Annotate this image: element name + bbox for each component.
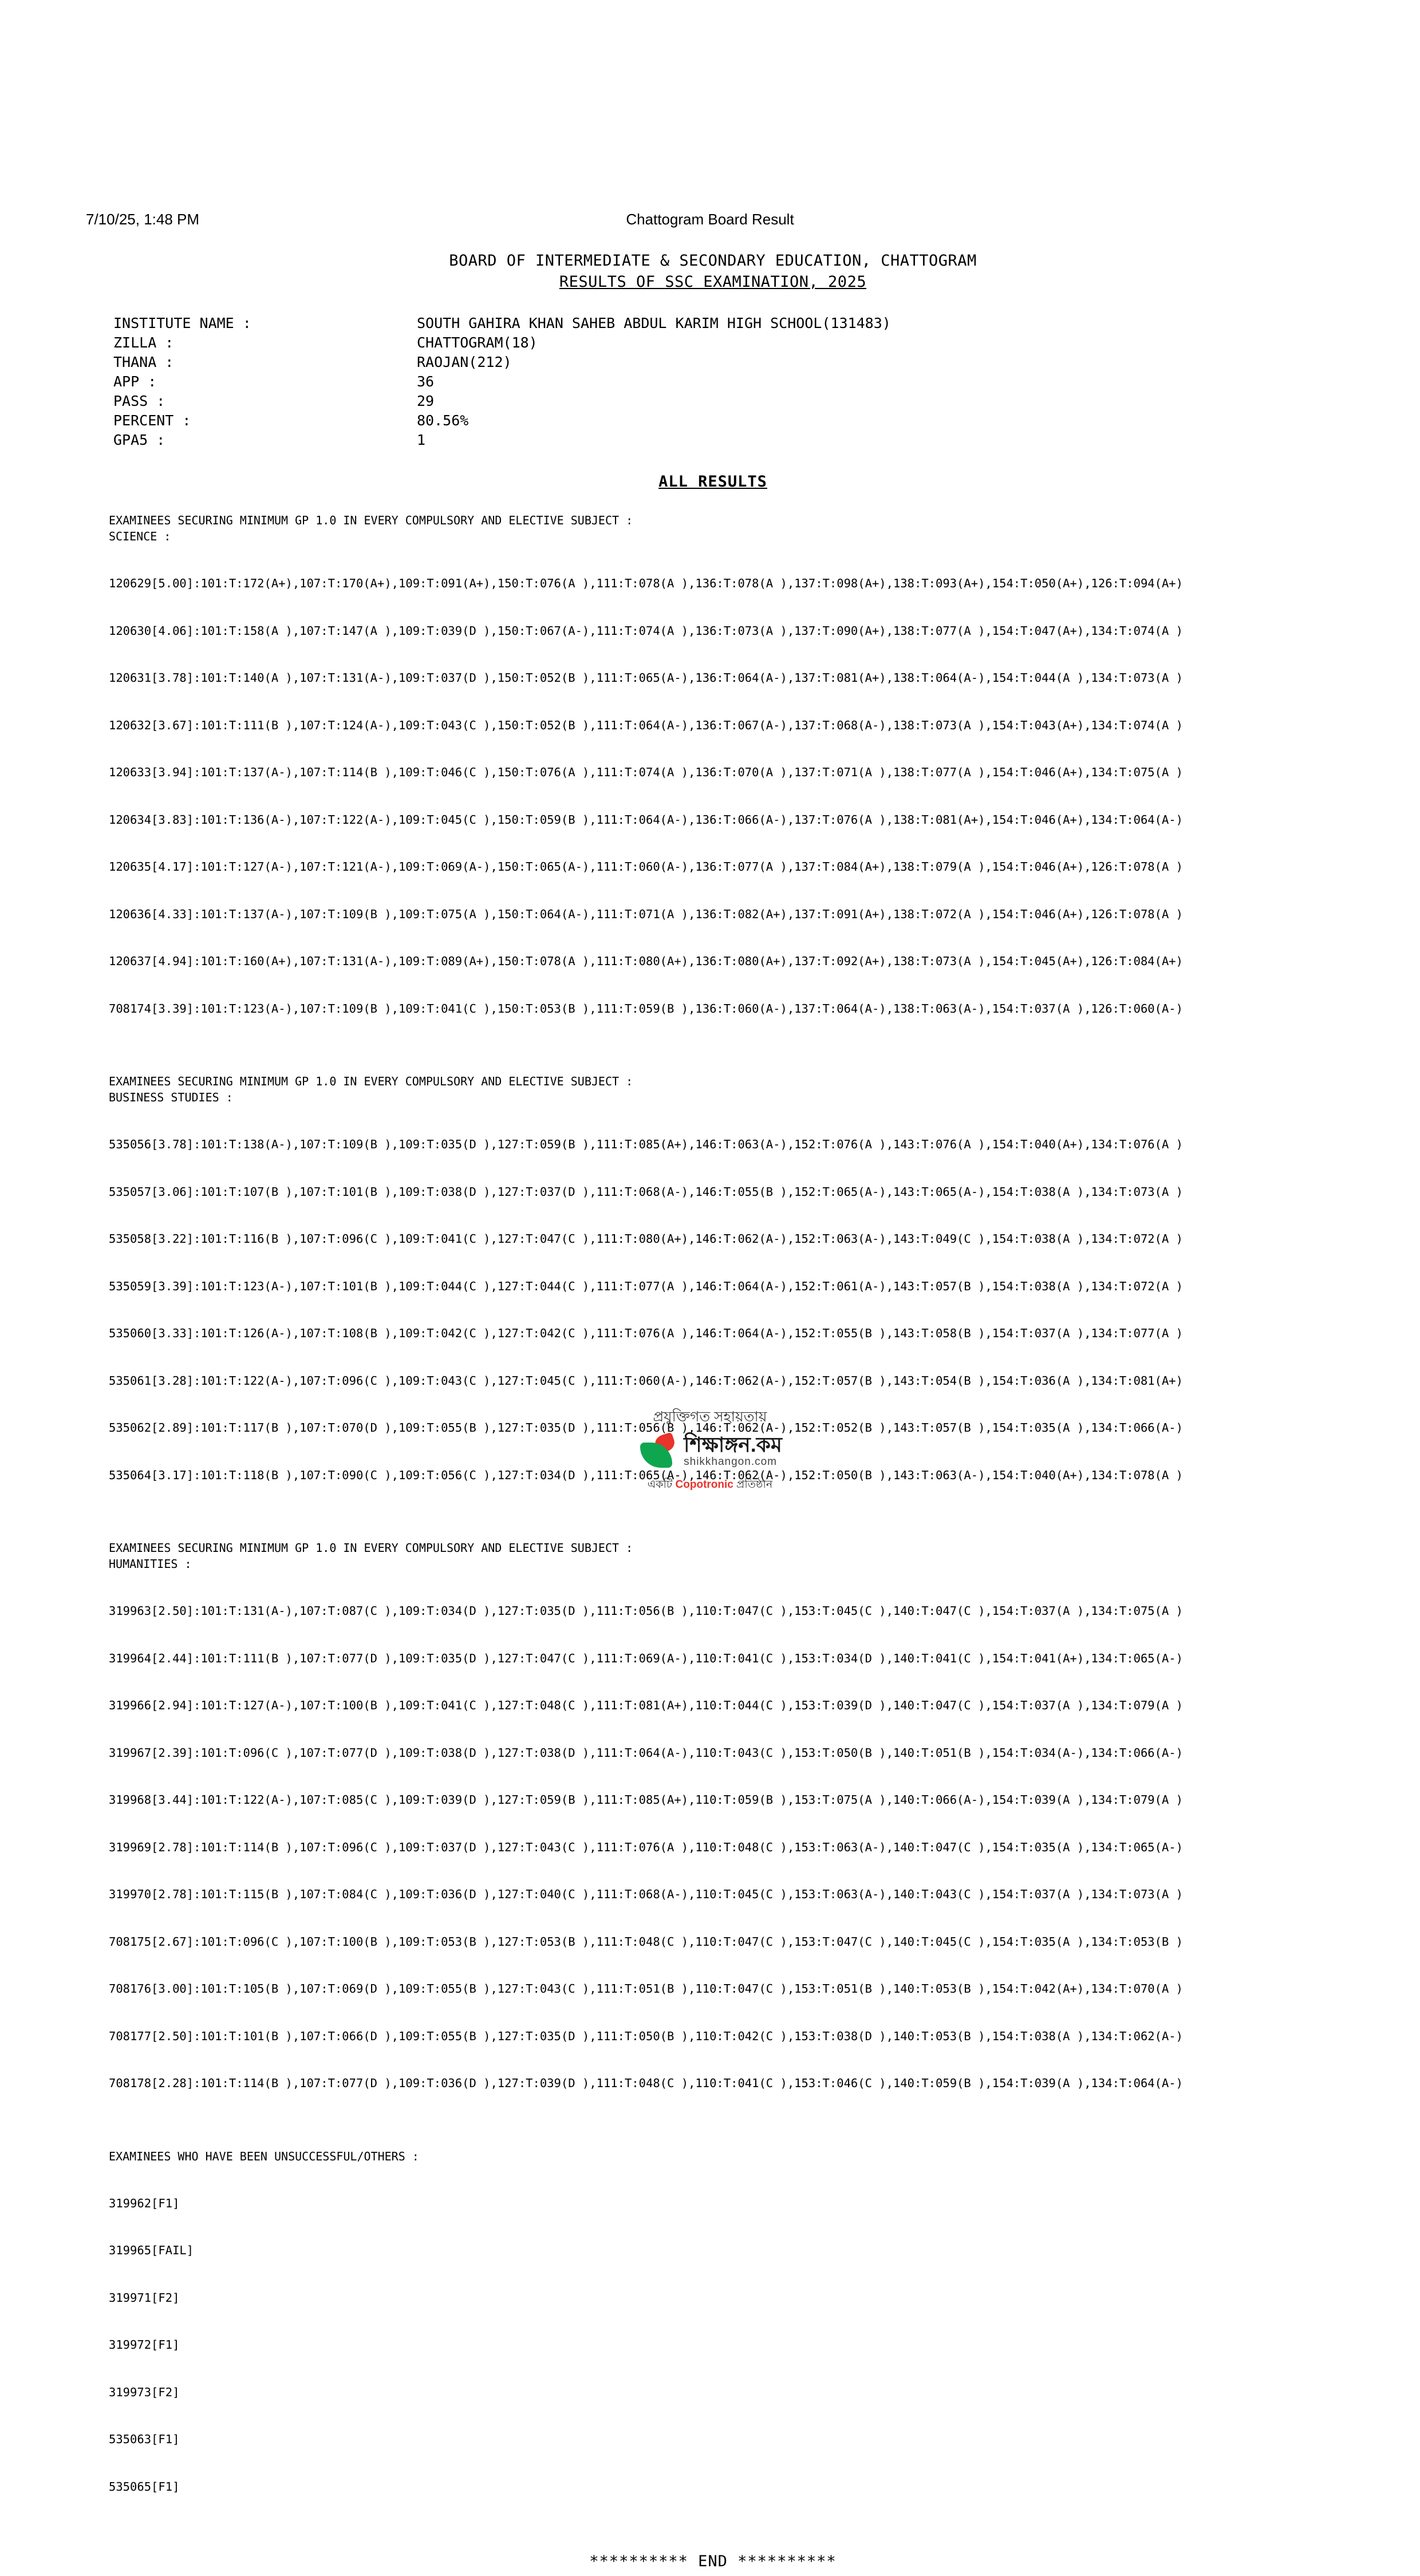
thana-value: RAOJAN(212) xyxy=(417,354,512,370)
exam-result-title: RESULTS OF SSC EXAMINATION, 2025 xyxy=(559,273,867,291)
result-row: 319970[2.78]:101:T:115(B ),107:T:084(C ),109:T:036(D ),127:T:040(C ),111:T:068(A-),110:T:045(C ),153:T:063(A-),140:T:043(C ),154:T:037(A ),134:T:073(A ) xyxy=(109,1887,1183,1901)
pass-value: 29 xyxy=(417,393,435,409)
section-heading: EXAMINEES SECURING MINIMUM GP 1.0 IN EVERY COMPULSORY AND ELECTIVE SUBJECT : xyxy=(109,1074,633,1088)
result-row: 319973[F2] xyxy=(109,2385,180,2399)
print-page-title: Chattogram Board Result xyxy=(626,211,794,228)
result-row: 120632[3.67]:101:T:111(B ),107:T:124(A-),109:T:043(C ),150:T:052(B ),111:T:064(A-),136:T:067(A-),137:T:068(A-),138:T:073(A ),154:T:043(A+),134:T:074(A ) xyxy=(109,718,1183,732)
gpa5-value: 1 xyxy=(417,432,426,448)
info-row-pass xyxy=(113,392,1317,411)
institute-label: INSTITUTE NAME : xyxy=(113,315,251,331)
info-row-gpa5 xyxy=(113,430,1317,450)
result-row: 319972[F1] xyxy=(109,2338,180,2352)
section-group-label: HUMANITIES : xyxy=(109,1557,192,1571)
section-unsuccessful xyxy=(109,2148,1317,2527)
result-row: 319963[2.50]:101:T:131(A-),107:T:087(C ),109:T:034(D ),127:T:035(D ),111:T:056(B ),110:T:047(C ),153:T:045(C ),140:T:047(C ),154:T:037(A ),134:T:075(A ) xyxy=(109,1604,1183,1618)
footer-company-line xyxy=(0,1476,1420,1495)
result-row: 535061[3.28]:101:T:122(A-),107:T:096(C ),109:T:043(C ),127:T:045(C ),111:T:060(A-),146:T:062(A-),152:T:057(B ),143:T:054(B ),154:T:036(A ),134:T:081(A+) xyxy=(109,1373,1183,1388)
result-rows xyxy=(109,544,1317,1048)
result-row: 120636[4.33]:101:T:137(A-),107:T:109(B ),109:T:075(A ),150:T:064(A-),111:T:071(A ),136:T:082(A+),137:T:091(A+),138:T:072(A ),154:T:046(A+),126:T:078(A ) xyxy=(109,907,1183,921)
result-row: 120637[4.94]:101:T:160(A+),107:T:131(A-),109:T:089(A+),150:T:078(A ),111:T:080(A+),136:T:080(A+),137:T:092(A+),138:T:073(A ),154:T:045(A+),126:T:084(A+) xyxy=(109,954,1183,968)
result-row: 319962[F1] xyxy=(109,2196,180,2210)
footer-sub-suffix: প্রতিষ্ঠান xyxy=(733,1479,773,1491)
section-group-label: SCIENCE : xyxy=(109,530,171,543)
result-row: 319965[FAIL] xyxy=(109,2243,194,2257)
leaf-logo-icon xyxy=(638,1433,678,1469)
section-group-label: BUSINESS STUDIES : xyxy=(109,1091,233,1104)
result-row: 319967[2.39]:101:T:096(C ),107:T:077(D ),109:T:038(D ),127:T:038(D ),111:T:064(A-),110:T:043(C ),153:T:050(B ),140:T:051(B ),154:T:034(A-),134:T:066(A-) xyxy=(109,1745,1183,1760)
result-row: 319971[F2] xyxy=(109,2290,180,2305)
result-row: 535057[3.06]:101:T:107(B ),107:T:101(B ),109:T:038(D ),127:T:037(D ),111:T:068(A-),146:T:055(B ),152:T:065(A-),143:T:065(A-),154:T:038(A ),134:T:073(A ) xyxy=(109,1184,1183,1199)
app-label: APP : xyxy=(113,373,157,390)
result-row: 319969[2.78]:101:T:114(B ),107:T:096(C ),109:T:037(D ),127:T:043(C ),111:T:076(A ),110:T:048(C ),153:T:063(A-),140:T:047(C ),154:T:035(A ),134:T:065(A-) xyxy=(109,1840,1183,1854)
percent-label: PERCENT : xyxy=(113,412,191,429)
pass-label: PASS : xyxy=(113,393,165,409)
result-row: 535063[F1] xyxy=(109,2432,180,2446)
unsuccessful-rows xyxy=(109,2164,1317,2527)
footer-credit xyxy=(0,1405,1420,1495)
result-row: 120631[3.78]:101:T:140(A ),107:T:131(A-),109:T:037(D ),150:T:052(B ),111:T:065(A-),136:T:064(A-),137:T:081(A+),138:T:064(A-),154:T:044(A ),134:T:073(A ) xyxy=(109,671,1183,685)
result-row: 708178[2.28]:101:T:114(B ),107:T:077(D ),109:T:036(D ),127:T:039(D ),111:T:048(C ),110:T:041(C ),153:T:046(C ),140:T:059(B ),154:T:039(A ),134:T:064(A-) xyxy=(109,2076,1183,2090)
info-row-zilla xyxy=(113,333,1317,353)
app-value: 36 xyxy=(417,373,435,390)
result-row: 535060[3.33]:101:T:126(A-),107:T:108(B ),109:T:042(C ),127:T:042(C ),111:T:076(A ),146:T:064(A-),152:T:055(B ),143:T:058(B ),154:T:037(A ),134:T:077(A ) xyxy=(109,1326,1183,1340)
result-row: 319966[2.94]:101:T:127(A-),107:T:100(B ),109:T:041(C ),127:T:048(C ),111:T:081(A+),110:T:044(C ),153:T:039(D ),140:T:047(C ),154:T:037(A ),134:T:079(A ) xyxy=(109,1698,1183,1712)
result-row: 120629[5.00]:101:T:172(A+),107:T:170(A+),109:T:091(A+),150:T:076(A ),111:T:078(A ),136:T:078(A ),137:T:098(A+),138:T:093(A+),154:T:050(A+),126:T:094(A+) xyxy=(109,576,1183,590)
result-row: 535062[2.89]:101:T:117(B ),107:T:070(D ),109:T:055(B ),127:T:035(D ),111:T:056(B ),146:T:062(A-),152:T:052(B ),143:T:057(B ),154:T:035(A ),134:T:066(A-) xyxy=(109,1421,1183,1435)
result-row: 120630[4.06]:101:T:158(A ),107:T:147(A ),109:T:039(D ),150:T:067(A-),111:T:074(A ),136:T:073(A ),137:T:090(A+),138:T:077(A ),154:T:047(A+),134:T:074(A ) xyxy=(109,623,1183,638)
footer-sub-prefix: একটি xyxy=(647,1479,676,1491)
result-row: 535058[3.22]:101:T:116(B ),107:T:096(C ),109:T:041(C ),127:T:047(C ),111:T:080(A+),146:T:062(A-),152:T:063(A-),143:T:049(C ),154:T:038(A ),134:T:072(A ) xyxy=(109,1232,1183,1246)
result-rows xyxy=(109,1572,1317,2123)
result-row: 708176[3.00]:101:T:105(B ),107:T:069(D ),109:T:055(B ),127:T:043(C ),111:T:051(B ),110:T:047(C ),153:T:051(B ),140:T:053(B ),154:T:042(A+),134:T:070(A ) xyxy=(109,1982,1183,1996)
zilla-label: ZILLA : xyxy=(113,334,174,351)
section-science xyxy=(109,512,1317,1048)
result-row: 120634[3.83]:101:T:136(A-),107:T:122(A-),109:T:045(C ),150:T:059(B ),111:T:064(A-),136:T:066(A-),137:T:076(A ),138:T:081(A+),154:T:046(A+),134:T:064(A-) xyxy=(109,812,1183,827)
info-row-institute xyxy=(113,314,1317,333)
board-name: BOARD OF INTERMEDIATE & SECONDARY EDUCATION, CHATTOGRAM xyxy=(449,252,977,270)
result-row: 708174[3.39]:101:T:123(A-),107:T:109(B ),109:T:041(C ),150:T:053(B ),111:T:059(B ),136:T:060(A-),137:T:064(A-),138:T:063(A-),154:T:037(A ),126:T:060(A-) xyxy=(109,1001,1183,1016)
result-row: 319968[3.44]:101:T:122(A-),107:T:085(C ),109:T:039(D ),127:T:059(B ),111:T:085(A+),110:T:059(B ),153:T:075(A ),140:T:066(A-),154:T:039(A ),134:T:079(A ) xyxy=(109,1793,1183,1807)
print-header xyxy=(86,211,1334,228)
result-row: 535064[3.17]:101:T:118(B ),107:T:090(C ),109:T:056(C ),127:T:034(D ),111:T:065(A-),146:T:062(A-),152:T:050(B ),143:T:063(A-),154:T:040(A+),134:T:078(A ) xyxy=(109,1468,1183,1482)
percent-value: 80.56% xyxy=(417,412,469,429)
info-row-app xyxy=(113,372,1317,392)
info-row-percent xyxy=(113,411,1317,430)
section-heading: EXAMINEES WHO HAVE BEEN UNSUCCESSFUL/OTHERS : xyxy=(109,2149,419,2163)
result-row: 535056[3.78]:101:T:138(A-),107:T:109(B ),109:T:035(D ),127:T:059(B ),111:T:085(A+),146:T:063(A-),152:T:076(A ),143:T:076(A ),154:T:040(A+),134:T:076(A ) xyxy=(109,1137,1183,1151)
institute-value: SOUTH GAHIRA KHAN SAHEB ABDUL KARIM HIGH SCHOOL(131483) xyxy=(417,315,891,331)
result-row: 708175[2.67]:101:T:096(C ),107:T:100(B ),109:T:053(B ),127:T:053(B ),111:T:048(C ),110:T:047(C ),153:T:047(C ),140:T:045(C ),154:T:035(A ),134:T:053(B ) xyxy=(109,1934,1183,1949)
footer-brand-name: Copotronic xyxy=(675,1479,733,1491)
print-timestamp: 7/10/25, 1:48 PM xyxy=(86,211,200,228)
logo-text-block xyxy=(684,1434,782,1468)
institute-info xyxy=(113,314,1317,450)
logo-name-en: shikkhangon.com xyxy=(684,1456,777,1468)
result-row: 535059[3.39]:101:T:123(A-),107:T:101(B ),109:T:044(C ),127:T:044(C ),111:T:077(A ),146:T:064(A-),152:T:061(A-),143:T:057(B ),154:T:038(A ),134:T:072(A ) xyxy=(109,1279,1183,1293)
section-humanities xyxy=(109,1540,1317,2123)
result-row: 708177[2.50]:101:T:101(B ),107:T:066(D ),109:T:055(B ),127:T:035(D ),111:T:050(B ),110:T:042(C ),153:T:038(D ),140:T:053(B ),154:T:038(A ),134:T:062(A-) xyxy=(109,2029,1183,2043)
gpa5-label: GPA5 : xyxy=(113,432,165,448)
logo-name-bn: শিক্ষাঙ্গন.কম xyxy=(684,1433,782,1456)
footer-tagline: প্রযুক্তিগত সহায়তায় xyxy=(653,1409,767,1425)
thana-label: THANA : xyxy=(113,354,174,370)
shikkhangon-logo xyxy=(638,1433,782,1469)
all-results-heading: ALL RESULTS xyxy=(658,473,767,491)
result-row: 535065[F1] xyxy=(109,2479,180,2494)
end-marker: ********** END ********** xyxy=(589,2553,837,2570)
result-row: 319964[2.44]:101:T:111(B ),107:T:077(D ),109:T:035(D ),127:T:047(C ),111:T:069(A-),110:T:041(C ),153:T:034(D ),140:T:041(C ),154:T:041(A+),134:T:065(A-) xyxy=(109,1651,1183,1665)
result-row: 120635[4.17]:101:T:127(A-),107:T:121(A-),109:T:069(A-),150:T:065(A-),111:T:060(A-),136:T:077(A ),137:T:084(A+),138:T:079(A ),154:T:046(A+),126:T:078(A ) xyxy=(109,860,1183,874)
info-row-thana xyxy=(113,353,1317,372)
result-row: 120633[3.94]:101:T:137(A-),107:T:114(B ),109:T:046(C ),150:T:076(A ),111:T:074(A ),136:T:070(A ),137:T:071(A ),138:T:077(A ),154:T:046(A+),134:T:075(A ) xyxy=(109,765,1183,779)
section-heading: EXAMINEES SECURING MINIMUM GP 1.0 IN EVERY COMPULSORY AND ELECTIVE SUBJECT : xyxy=(109,1541,633,1555)
zilla-value: CHATTOGRAM(18) xyxy=(417,334,538,351)
section-heading: EXAMINEES SECURING MINIMUM GP 1.0 IN EVERY COMPULSORY AND ELECTIVE SUBJECT : xyxy=(109,513,633,527)
